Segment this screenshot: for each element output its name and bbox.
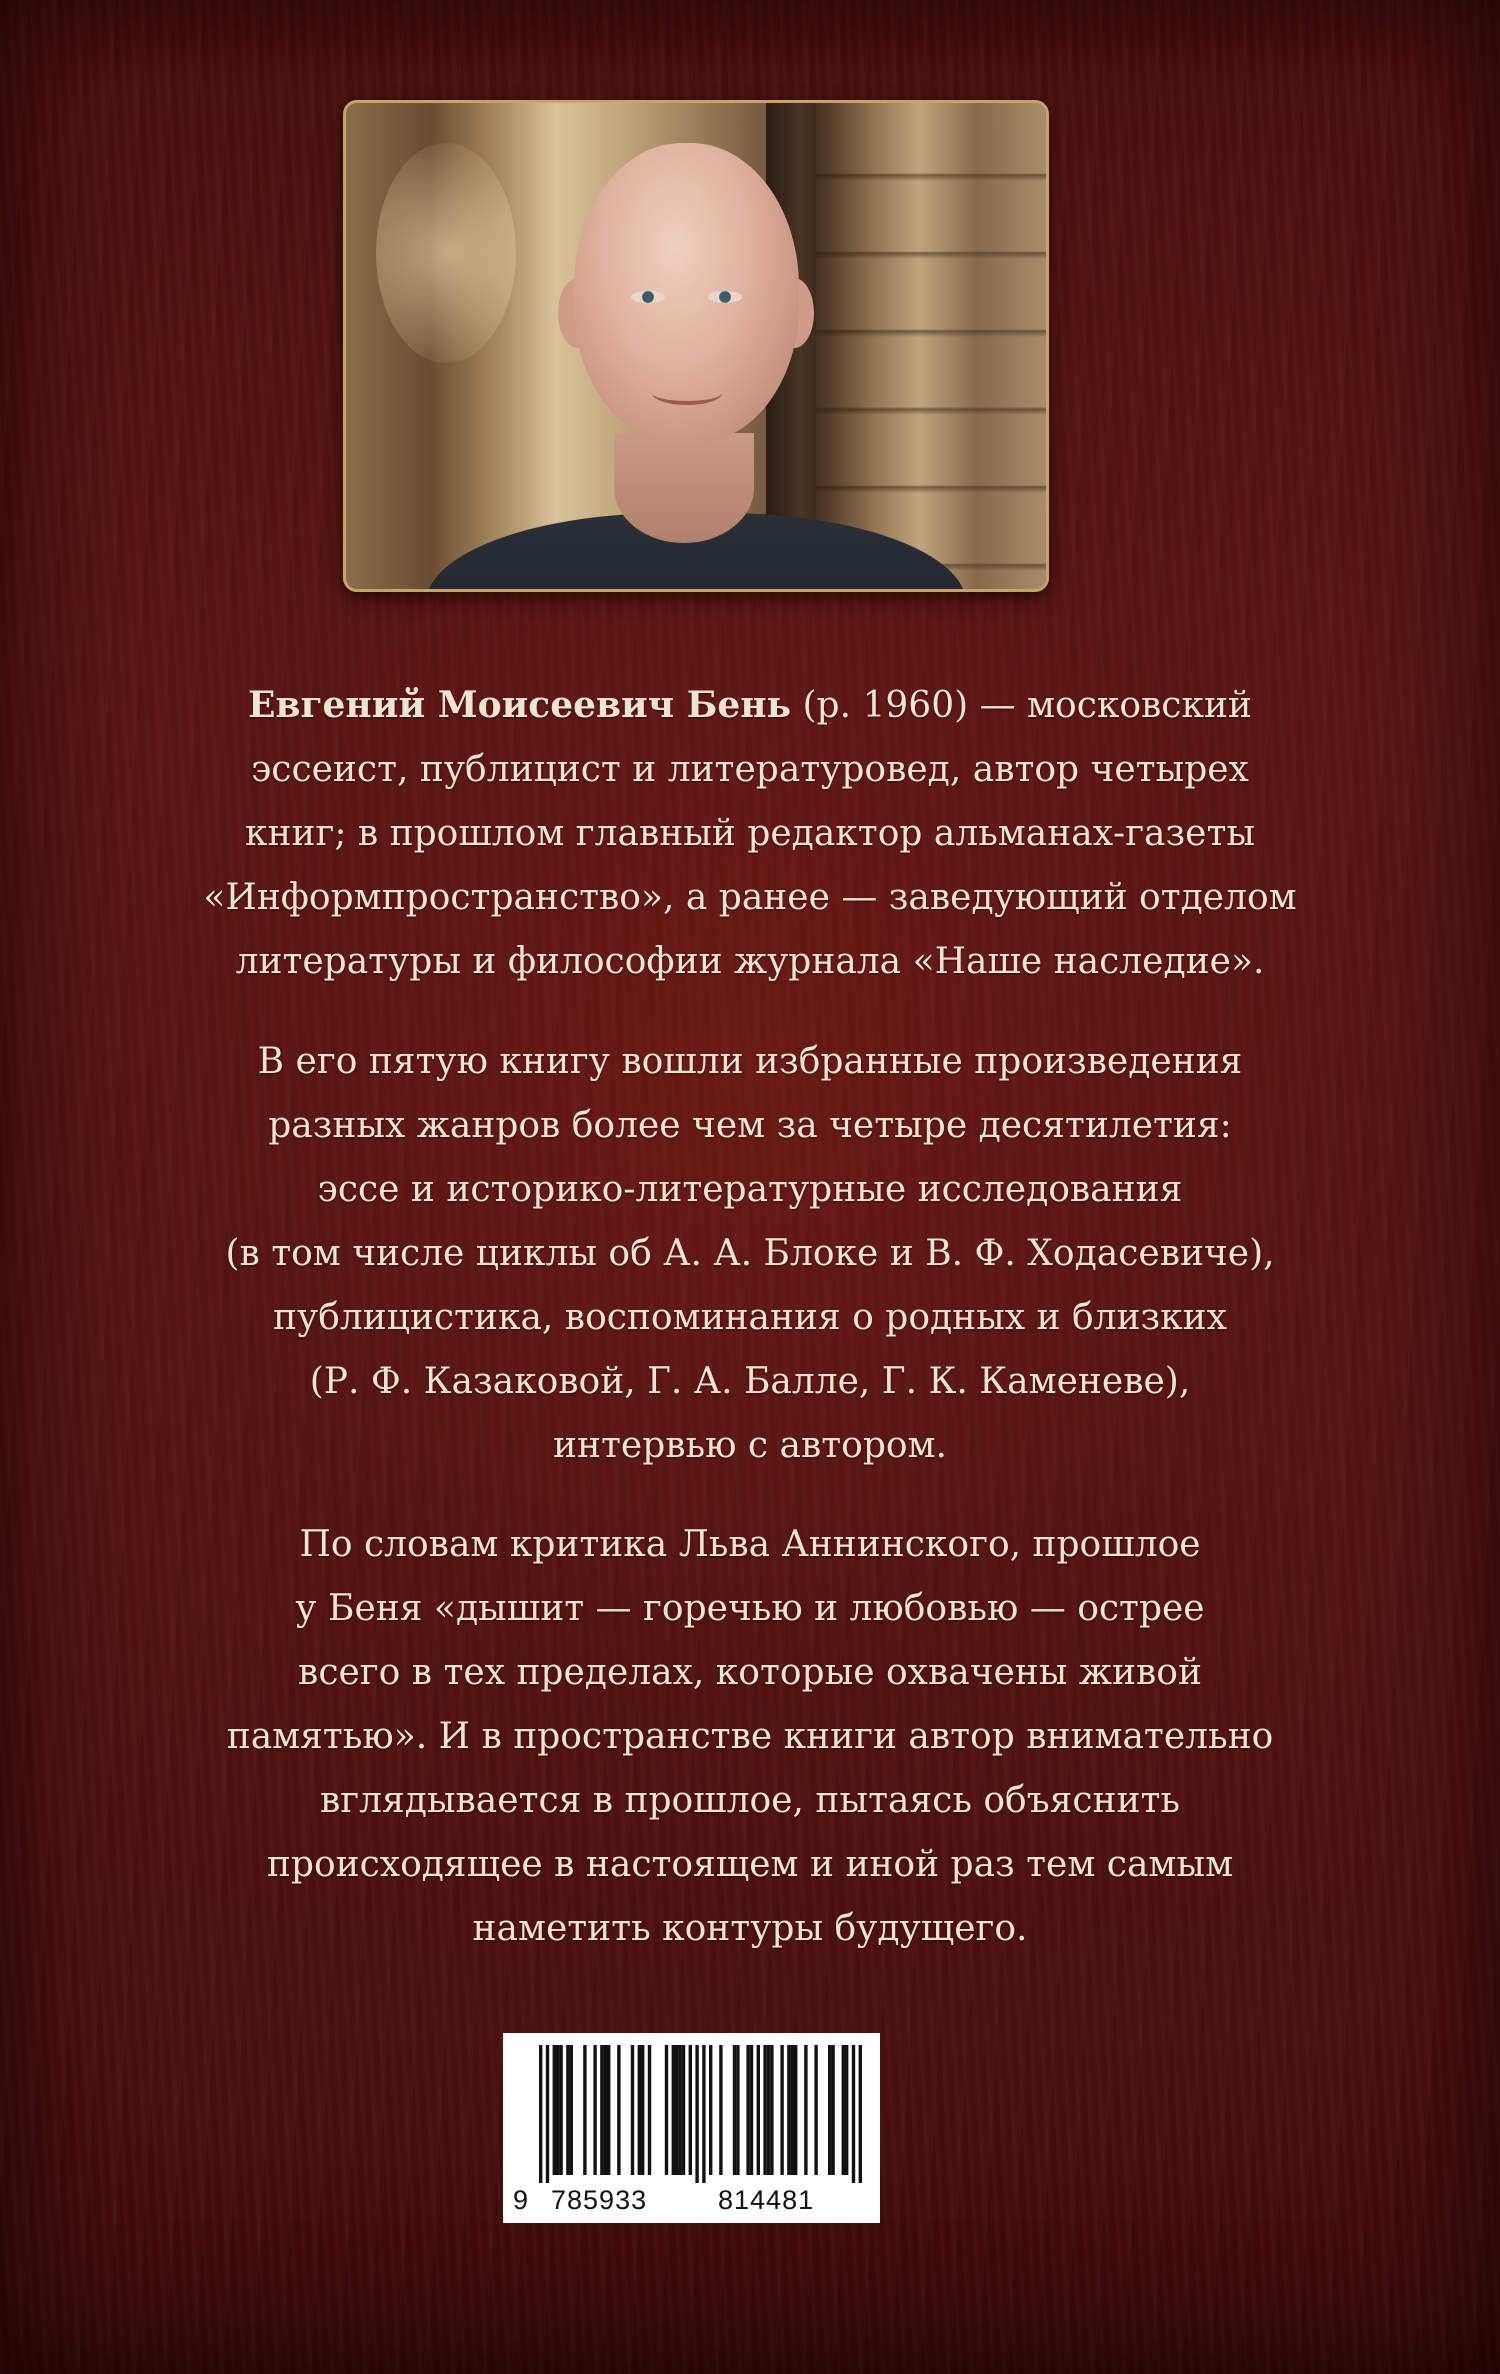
quote-line: наметить контуры будущего. (472, 1908, 1028, 1949)
quote-line: памятью». И в пространстве книги автор внимательно (226, 1716, 1274, 1757)
critic-quote (150, 1513, 1350, 1961)
quote-line: всего в тех пределах, которые охвачены живой (298, 1652, 1202, 1693)
barcode-bar (750, 2045, 753, 2175)
barcode-bar (770, 2045, 773, 2175)
bio-line: книг; в прошлом главный редактор альманах-газеты (244, 813, 1256, 854)
barcode-bar (831, 2045, 834, 2175)
bio-line: «Информпространство», а ранее — заведующий отделом (203, 877, 1297, 918)
barcode-bar (604, 2045, 607, 2175)
quote-line: вглядывается в прошлое, пытаясь объяснить (320, 1780, 1180, 1821)
barcode-bar (559, 2045, 562, 2175)
author-bio (150, 673, 1350, 994)
barcode-bar (675, 2045, 678, 2175)
bio-line-1-rest: (р. 1960) — московский (791, 685, 1252, 726)
barcode-digits (503, 2181, 880, 2219)
author-name: Евгений Моисеевич Бень (248, 684, 792, 726)
barcode-bar (641, 2045, 644, 2175)
barcode-bar (746, 2045, 749, 2175)
quote-line: По словам критика Льва Аннинского, прошлое (299, 1524, 1201, 1565)
quote-line: у Беня «дышит — горечью и любовью — острее (295, 1588, 1205, 1629)
barcode-bar (709, 2045, 712, 2175)
barcode-bar (787, 2045, 790, 2175)
barcode-bar (794, 2045, 797, 2175)
barcode-bar (600, 2045, 603, 2175)
barcode-bars (503, 2033, 880, 2183)
barcode-bar (845, 2045, 848, 2175)
barcode-bar (702, 2045, 705, 2183)
barcode-bar (648, 2045, 651, 2175)
barcode-bar (852, 2045, 855, 2183)
contents-line: интервью с автором. (553, 1425, 947, 1466)
barcode-bar (556, 2045, 559, 2175)
barcode-bar (736, 2045, 739, 2175)
barcode-bar (593, 2045, 596, 2175)
barcode-bar (617, 2045, 620, 2175)
barcode-bar (695, 2045, 698, 2183)
barcode-bar (546, 2045, 549, 2183)
barcode-bar (682, 2045, 685, 2175)
barcode-bar (570, 2045, 573, 2175)
barcode-bar (814, 2045, 817, 2175)
barcode-right-group: 814481 (718, 2185, 815, 2215)
barcode-bar (631, 2045, 634, 2175)
barcode-bar (553, 2045, 556, 2175)
bio-line: эссеист, публицист и литературовед, автор четырех (251, 749, 1249, 790)
barcode-bar (780, 2045, 783, 2175)
contents-line: В его пятую книгу вошли избранные произведения (257, 1041, 1243, 1082)
barcode-bar (828, 2045, 831, 2175)
contents-line: (в том числе циклы об А. А. Блоке и В. Ф. Ходасевиче), (225, 1233, 1275, 1274)
bio-line (150, 673, 1350, 738)
barcode-bar (539, 2045, 542, 2183)
book-contents-description (150, 1030, 1350, 1478)
photo-background-light (376, 143, 516, 363)
barcode-first-digit: 9 (513, 2185, 529, 2215)
barcode-bar (804, 2045, 807, 2175)
contents-line: эссе и историко-литературные исследования (317, 1169, 1183, 1210)
barcode-bar (719, 2045, 722, 2175)
barcode-bar (672, 2045, 675, 2175)
barcode-bar (607, 2045, 610, 2175)
contents-line: разных жанров более чем за четыре десятилетия: (268, 1105, 1232, 1146)
contents-line: (Р. Ф. Казаковой, Г. А. Балле, Г. К. Каменеве), (309, 1361, 1191, 1402)
barcode-bar (566, 2045, 569, 2175)
contents-paragraph (150, 1030, 1350, 1478)
barcode-bar (689, 2045, 692, 2175)
photo-background-bookshelf (816, 103, 1046, 589)
contents-line: публицистика, воспоминания о родных и близких (273, 1297, 1227, 1338)
photo-neck (614, 433, 754, 543)
barcode-left-group: 785933 (551, 2185, 648, 2215)
author-photo (343, 100, 1049, 592)
barcode-bar (583, 2045, 586, 2175)
bio-line: литературы и философии журнала «Наше наследие». (235, 941, 1265, 982)
barcode-bar (757, 2045, 760, 2175)
barcode-bar (859, 2045, 862, 2183)
quote-line: происходящее в настоящем и иной раз тем самым (266, 1844, 1234, 1885)
barcode-bar (767, 2045, 770, 2175)
isbn-barcode (503, 2033, 880, 2223)
author-bio-paragraph (150, 673, 1350, 994)
photo-eye-left (631, 291, 665, 303)
barcode-bar (733, 2045, 736, 2175)
photo-smile (652, 381, 722, 405)
barcode-bar (842, 2045, 845, 2175)
barcode-bar (638, 2045, 641, 2175)
photo-eye-right (708, 291, 742, 303)
barcode-bar (665, 2045, 668, 2175)
barcode-bar (678, 2045, 681, 2175)
barcode-bar (763, 2045, 766, 2175)
barcode-bar (791, 2045, 794, 2175)
quote-paragraph (150, 1513, 1350, 1961)
